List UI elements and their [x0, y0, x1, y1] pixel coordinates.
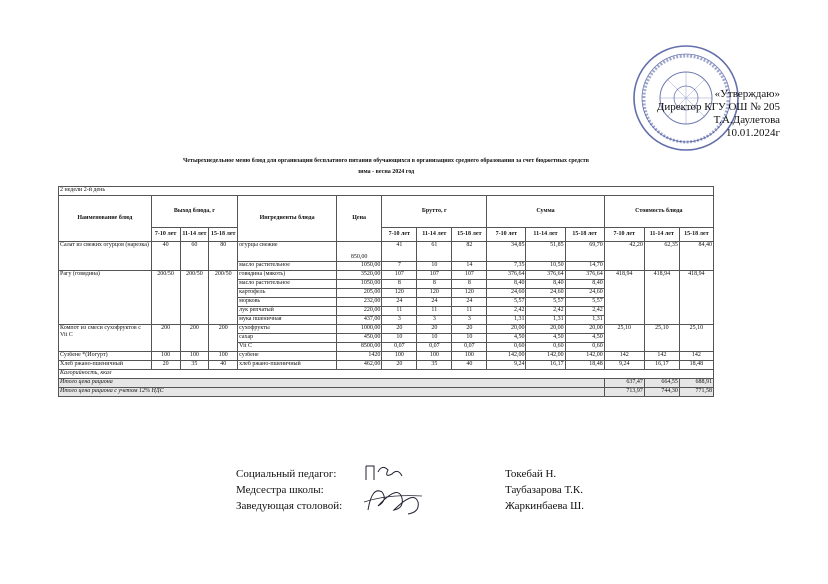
sum-value: 1,31	[526, 316, 565, 325]
dish-output: 200/50	[151, 271, 180, 325]
brutto-value: 11	[382, 307, 417, 316]
signature-roles	[236, 466, 342, 514]
dish-cost: 25,10	[679, 325, 713, 352]
ingredient-name: масло растительное	[238, 280, 337, 289]
brutto-value: 100	[417, 352, 452, 361]
sum-value: 4,50	[565, 334, 604, 343]
ingredient-price: 850,00	[337, 242, 382, 262]
ingredient-name: говядина (мякоть)	[238, 271, 337, 280]
dish-cost: 142	[644, 352, 679, 361]
sum-value: 24,60	[565, 289, 604, 298]
total-price-label: Итого цена рациона	[59, 379, 605, 388]
sum-value: 9,24	[487, 361, 526, 370]
name-canteen-head: Жаркинбаева Ш.	[505, 500, 584, 512]
sum-value: 5,57	[565, 298, 604, 307]
sum-value: 2,42	[487, 307, 526, 316]
sum-value: 14,70	[565, 262, 604, 271]
dish-cost: 18,48	[679, 361, 713, 370]
brutto-value: 24	[452, 298, 487, 307]
sum-value: 1,31	[487, 316, 526, 325]
header-age-11-14: 11-14 лет	[526, 228, 565, 242]
sum-value: 142,00	[565, 352, 604, 361]
brutto-value: 11	[452, 307, 487, 316]
ingredient-name: хлеб ржано-пшеничный	[238, 361, 337, 370]
dish-output: 100	[151, 352, 180, 361]
dish-cost: 84,40	[679, 242, 713, 271]
approval-block	[630, 88, 780, 140]
brutto-value: 107	[382, 271, 417, 280]
brutto-value: 14	[452, 262, 487, 271]
dish-output: 60	[180, 242, 209, 271]
brutto-value: 24	[417, 298, 452, 307]
header-price: Цена	[337, 196, 382, 242]
sum-value: 20,00	[487, 325, 526, 334]
brutto-value: 0,07	[452, 343, 487, 352]
table-row	[59, 361, 714, 370]
document-subtitle: зима - весна 2024 год	[357, 169, 415, 175]
brutto-value: 10	[417, 262, 452, 271]
sum-value: 24,60	[526, 289, 565, 298]
brutto-value: 10	[417, 334, 452, 343]
dish-cost: 42,20	[604, 242, 644, 271]
ingredient-price: 8500,00	[337, 343, 382, 352]
brutto-value: 8	[417, 280, 452, 289]
sum-value: 0,60	[487, 343, 526, 352]
approval-line-1: «Утверждаю»	[714, 88, 780, 100]
brutto-value: 82	[452, 242, 487, 262]
total-vat-value: 713,97	[604, 388, 644, 397]
ingredient-price: 1000,00	[337, 325, 382, 334]
sum-value: 51,85	[526, 242, 565, 262]
header-age-15-18: 15-18 лет	[679, 228, 713, 242]
brutto-value: 107	[417, 271, 452, 280]
dish-name: Рагу (говядина)	[59, 271, 152, 325]
sum-value: 20,00	[526, 325, 565, 334]
dish-output: 40	[151, 242, 180, 271]
header-output: Выход блюда, г	[151, 196, 237, 228]
dish-name: Компот из смеси сухофруктов с Vit С	[59, 325, 152, 352]
ingredient-name: лук репчатый	[238, 307, 337, 316]
brutto-value: 100	[452, 352, 487, 361]
sum-value: 1,31	[565, 316, 604, 325]
dish-name: Хлеб ржано-пшеничный	[59, 361, 152, 370]
sum-value: 7,35	[487, 262, 526, 271]
header-age-15-18: 15-18 лет	[565, 228, 604, 242]
header-age-15-18: 15-18 лет	[452, 228, 487, 242]
brutto-value: 11	[417, 307, 452, 316]
header-age-7-10: 7-10 лет	[604, 228, 644, 242]
sum-value: 18,48	[565, 361, 604, 370]
table-row	[59, 325, 714, 334]
header-name: Наименование блюд	[59, 196, 152, 242]
dish-name: Салат из свежих огурцов (нарезка)	[59, 242, 152, 271]
sum-value: 16,17	[526, 361, 565, 370]
ingredient-price: 220,00	[337, 307, 382, 316]
brutto-value: 3	[417, 316, 452, 325]
dish-output: 20	[151, 361, 180, 370]
brutto-value: 8	[452, 280, 487, 289]
header-age-11-14: 11-14 лет	[180, 228, 209, 242]
brutto-value: 3	[452, 316, 487, 325]
dish-cost: 142	[604, 352, 644, 361]
sum-value: 4,50	[526, 334, 565, 343]
ingredient-price: 3520,00	[337, 271, 382, 280]
dish-output: 200/50	[209, 271, 238, 325]
ingredient-price: 462,00	[337, 361, 382, 370]
ingredient-price: 450,00	[337, 334, 382, 343]
dish-output: 40	[209, 361, 238, 370]
dish-output: 200/50	[180, 271, 209, 325]
dish-cost: 418,94	[679, 271, 713, 325]
menu-table	[58, 186, 714, 397]
name-school-nurse: Таубазарова Т.К.	[505, 484, 583, 496]
brutto-value: 100	[382, 352, 417, 361]
header-brutto: Брутто, г	[382, 196, 487, 228]
brutto-value: 20	[452, 325, 487, 334]
brutto-value: 20	[382, 361, 417, 370]
ingredient-name: морковь	[238, 298, 337, 307]
sum-value: 0,60	[565, 343, 604, 352]
ingredient-name: огурцы свежие	[238, 242, 337, 262]
ingredient-price: 205,00	[337, 289, 382, 298]
sum-value: 5,57	[487, 298, 526, 307]
dish-output: 100	[209, 352, 238, 361]
brutto-value: 10	[382, 334, 417, 343]
dish-cost: 25,10	[604, 325, 644, 352]
signature-2-image	[358, 480, 428, 520]
sum-value: 0,60	[526, 343, 565, 352]
sum-value: 142,00	[526, 352, 565, 361]
dish-output: 100	[180, 352, 209, 361]
name-social-pedagogue: Токебай Н.	[505, 468, 557, 480]
brutto-value: 120	[417, 289, 452, 298]
dish-name: Сузбене *(Йогурт)	[59, 352, 152, 361]
day-label: 2 недели 2-й день	[59, 187, 714, 196]
sum-value: 4,50	[487, 334, 526, 343]
ingredient-name: сухофрукты	[238, 325, 337, 334]
approval-line-2: Директор КГУ ОШ № 205	[656, 101, 780, 113]
total-vat-value: 771,58	[679, 388, 713, 397]
ingredient-name: масло растительное	[238, 262, 337, 271]
dish-output: 35	[180, 361, 209, 370]
sum-value: 376,64	[565, 271, 604, 280]
brutto-value: 3	[382, 316, 417, 325]
table-row	[59, 271, 714, 280]
calories-label: Калорийность, ккал	[59, 370, 714, 379]
brutto-value: 120	[452, 289, 487, 298]
ingredient-price: 1050,00	[337, 280, 382, 289]
header-cost: Стоимость блюда	[604, 196, 713, 228]
header-age-15-18: 15-18 лет	[209, 228, 238, 242]
ingredient-price: 1420	[337, 352, 382, 361]
dish-output: 80	[209, 242, 238, 271]
brutto-value: 10	[452, 334, 487, 343]
calories-row	[59, 370, 714, 379]
ingredient-name: сахар	[238, 334, 337, 343]
header-age-11-14: 11-14 лет	[644, 228, 679, 242]
ingredient-name: сузбене	[238, 352, 337, 361]
sum-value: 34,85	[487, 242, 526, 262]
total-vat-label: Итого цена рациона с учетом 12% НДС	[59, 388, 605, 397]
header-age-11-14: 11-14 лет	[417, 228, 452, 242]
total-vat-value: 744,30	[644, 388, 679, 397]
brutto-value: 0,07	[417, 343, 452, 352]
dish-cost: 62,35	[644, 242, 679, 271]
sum-value: 8,40	[526, 280, 565, 289]
role-school-nurse: Медсестра школы:	[236, 484, 324, 496]
brutto-value: 20	[417, 325, 452, 334]
brutto-value: 20	[382, 325, 417, 334]
brutto-value: 40	[452, 361, 487, 370]
header-age-7-10: 7-10 лет	[382, 228, 417, 242]
brutto-value: 35	[417, 361, 452, 370]
header-sum: Сумма	[487, 196, 604, 228]
dish-output: 200	[180, 325, 209, 352]
brutto-value: 41	[382, 242, 417, 262]
dish-cost: 418,94	[604, 271, 644, 325]
ingredient-name: мука пшеничная	[238, 316, 337, 325]
sum-value: 376,64	[526, 271, 565, 280]
sum-value: 142,00	[487, 352, 526, 361]
sum-value: 2,42	[565, 307, 604, 316]
dish-cost: 418,94	[644, 271, 679, 325]
total-price-value: 637,47	[604, 379, 644, 388]
role-canteen-head: Заведующая столовой:	[236, 500, 343, 512]
sum-value: 5,57	[526, 298, 565, 307]
role-social-pedagogue: Социальный педагог:	[236, 468, 337, 480]
sum-value: 24,60	[487, 289, 526, 298]
document-title: Четырехнедельное меню блюд для организации бесплатного питания обучающихся в организациях среднего образования за счет бюджетных средств	[182, 158, 589, 164]
ingredient-price: 1050,00	[337, 262, 382, 271]
header-age-7-10: 7-10 лет	[151, 228, 180, 242]
dish-output: 200	[151, 325, 180, 352]
brutto-value: 0,07	[382, 343, 417, 352]
ingredient-price: 232,00	[337, 298, 382, 307]
sum-value: 8,40	[565, 280, 604, 289]
header-ingredients: Ингредиенты блюда	[238, 196, 337, 242]
dish-output: 200	[209, 325, 238, 352]
sum-value: 2,42	[526, 307, 565, 316]
sum-value: 8,40	[487, 280, 526, 289]
ingredient-name: Vit C	[238, 343, 337, 352]
sum-value: 20,00	[565, 325, 604, 334]
sum-value: 69,70	[565, 242, 604, 262]
total-price-value: 664,55	[644, 379, 679, 388]
sum-value: 10,50	[526, 262, 565, 271]
brutto-value: 107	[452, 271, 487, 280]
dish-cost: 25,10	[644, 325, 679, 352]
dish-cost: 16,17	[644, 361, 679, 370]
sum-value: 376,64	[487, 271, 526, 280]
approval-line-4: 10.01.2024г	[725, 127, 780, 139]
dish-cost: 142	[679, 352, 713, 361]
brutto-value: 61	[417, 242, 452, 262]
brutto-value: 24	[382, 298, 417, 307]
ingredient-price: 437,00	[337, 316, 382, 325]
total-price-value: 688,91	[679, 379, 713, 388]
ingredient-name: картофель	[238, 289, 337, 298]
dish-cost: 9,24	[604, 361, 644, 370]
table-row	[59, 242, 714, 262]
total-vat-row	[59, 388, 714, 397]
total-price-row	[59, 379, 714, 388]
brutto-value: 7	[382, 262, 417, 271]
brutto-value: 8	[382, 280, 417, 289]
brutto-value: 120	[382, 289, 417, 298]
table-row	[59, 352, 714, 361]
header-age-7-10: 7-10 лет	[487, 228, 526, 242]
approval-line-3: Т.А.Даулетова	[713, 114, 780, 126]
signature-names	[505, 466, 584, 514]
